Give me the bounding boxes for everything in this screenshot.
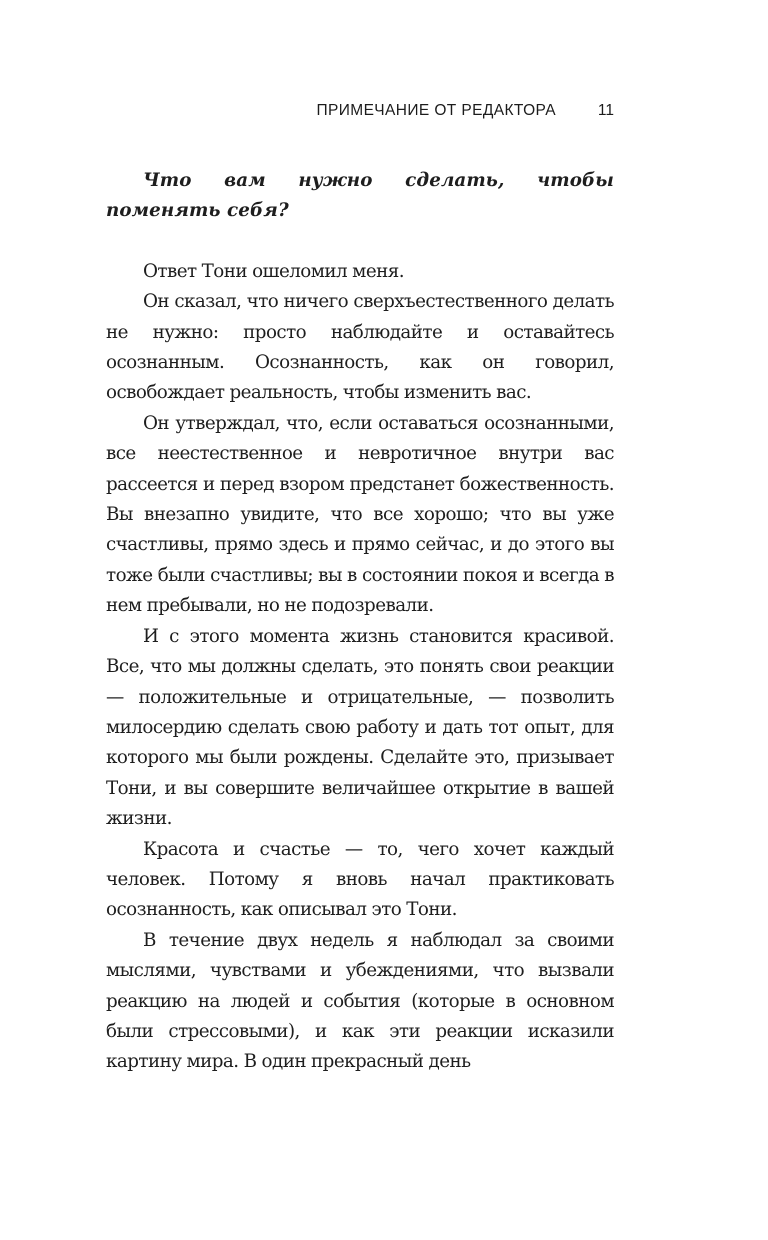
paragraph: В течение двух недель я наблюдал за своими мыслями, чувствами и убеждениями, что вызвали реакцию на людей и события (которые в основном были стрессовыми), и как эти реакции исказили картину мира. В один прекрасный день — [106, 929, 614, 1073]
page-number: 11 — [597, 102, 614, 119]
page-body — [106, 166, 614, 1078]
page-header — [106, 102, 614, 126]
section-question: Что вам нужно сделать, чтобы поменять себя? — [106, 170, 614, 222]
body-text — [106, 257, 614, 1078]
running-head: ПРИМЕЧАНИЕ ОТ РЕДАКТОРА — [316, 102, 556, 119]
paragraph: Красота и счастье — то, чего хочет каждый человек. Потому я вновь начал практиковать осознанность, как описывал это Тони. — [106, 838, 614, 921]
paragraph: Он утверждал, что, если оставаться осознанными, все неестественное и невротичное внутри вас рассеется и перед взором предстанет божественность. Вы внезапно увидите, что все хорошо; что вы уже счастливы, прямо здесь и прямо сейчас, и до этого вы тоже были счастливы; вы в состоянии покоя и всегда в нем пребывали, но не подозревали. — [106, 412, 614, 617]
paragraph: И с этого момента жизнь становится красивой. Все, что мы должны сделать, это понять свои реакции — положительные и отрицательные, — позволить милосердию сделать свою работу и дать тот опыт, для которого мы были рождены. Сделайте это, призывает Тони, и вы совершите величайшее открытие в вашей жизни. — [106, 625, 614, 830]
paragraph: Ответ Тони ошеломил меня. — [143, 260, 405, 282]
paragraph: Он сказал, что ничего сверхъестественного делать не нужно: просто наблюдайте и оставайтесь осознанным. Осознанность, как он говорил, освобождает реальность, чтобы изменить вас. — [106, 291, 614, 404]
